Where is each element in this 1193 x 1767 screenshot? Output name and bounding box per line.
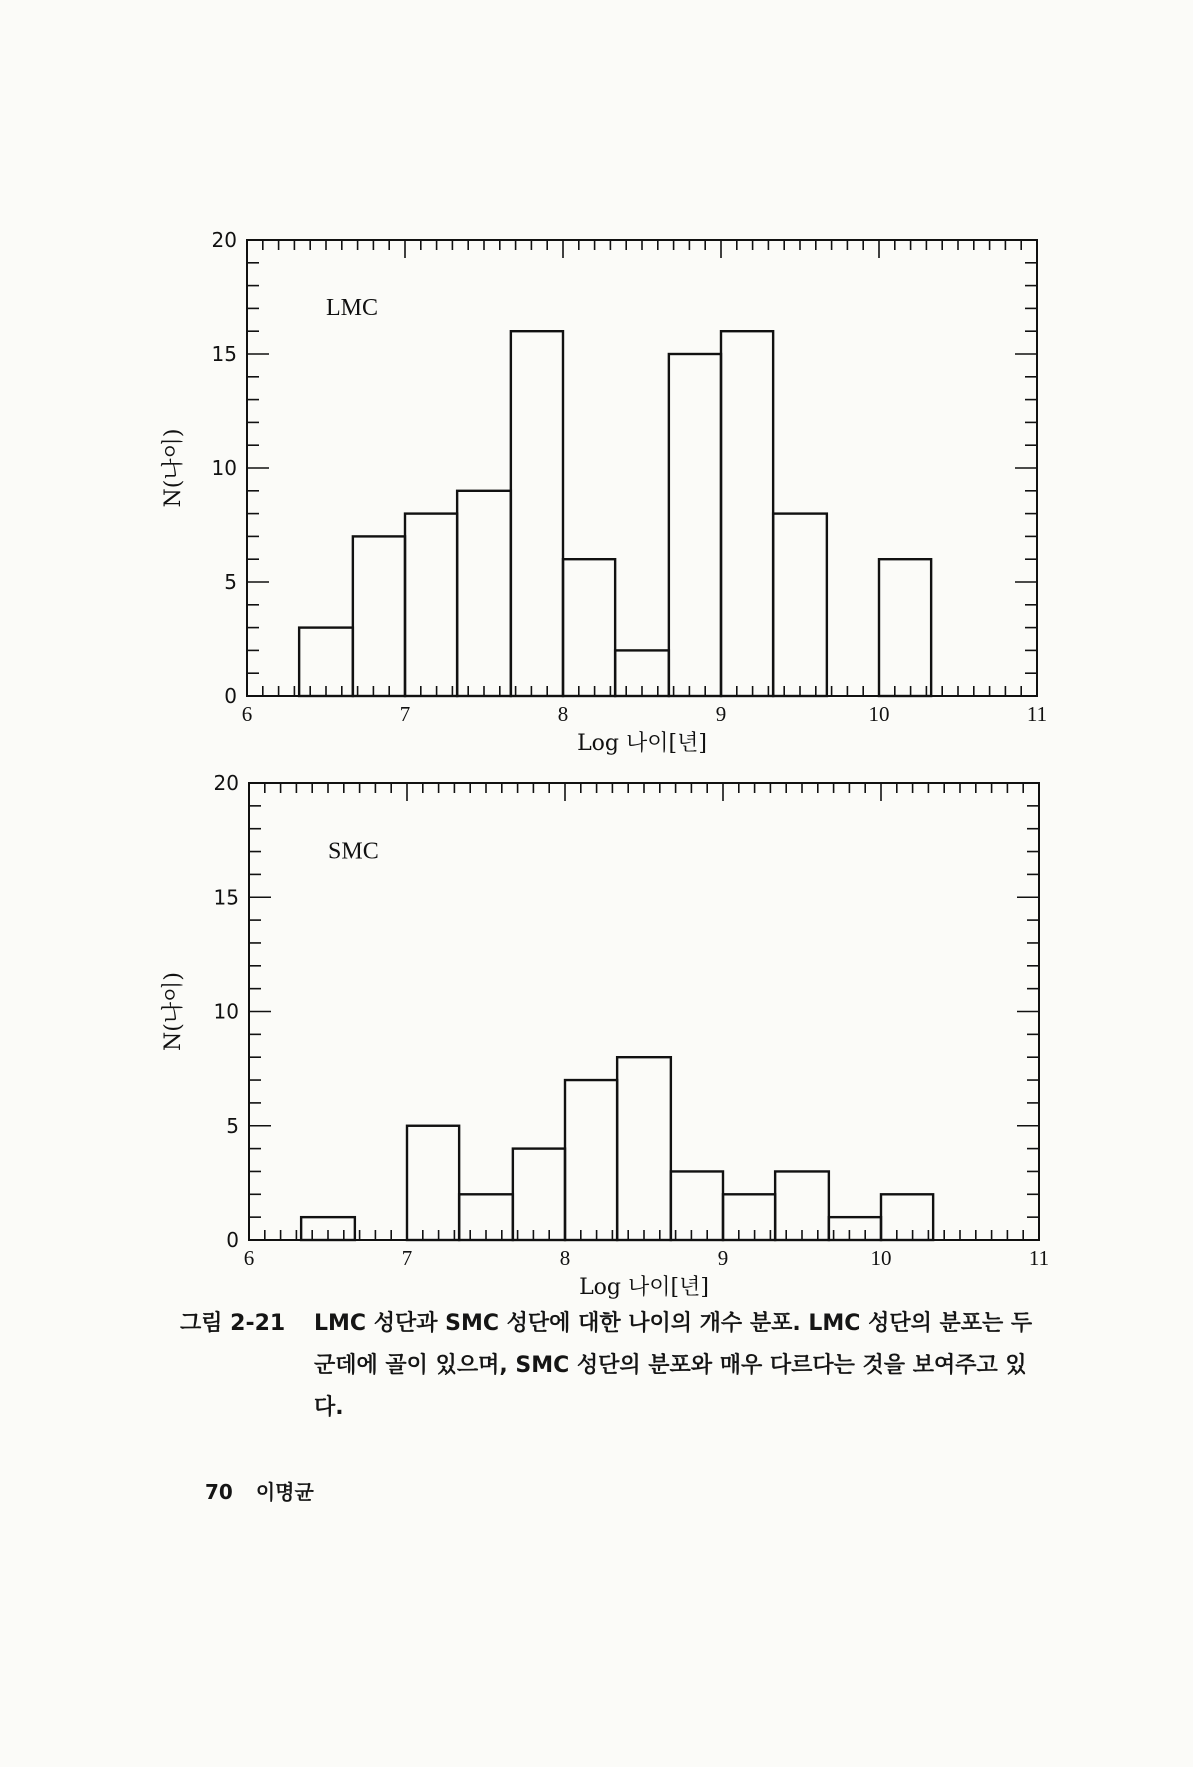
histogram-bar <box>457 491 511 696</box>
chart-panel-lmc <box>161 228 1047 756</box>
y-tick-label: 10 <box>211 456 237 480</box>
histogram-bar <box>671 1171 723 1240</box>
x-axis-title: Log 나이[년] <box>577 731 707 756</box>
caption-label: 그림 2-21 <box>180 1311 286 1336</box>
y-axis-title: N(나이) <box>161 972 186 1051</box>
x-tick-label: 10 <box>868 702 890 726</box>
y-tick-label: 10 <box>213 999 239 1024</box>
histogram-bar <box>407 1126 459 1240</box>
histogram-bar <box>775 1171 829 1240</box>
histogram-bar <box>513 1149 565 1240</box>
y-tick-label: 15 <box>211 342 237 366</box>
x-tick-label: 7 <box>399 702 411 726</box>
y-tick-label: 5 <box>226 1113 239 1138</box>
x-tick-label: 10 <box>870 1246 892 1270</box>
x-tick-label: 6 <box>243 1246 255 1270</box>
y-tick-label: 0 <box>224 684 237 708</box>
histogram-bar <box>669 354 721 696</box>
y-tick-label: 20 <box>213 771 239 795</box>
y-axis-title: N(나이) <box>161 428 186 508</box>
histogram-bar <box>721 331 773 696</box>
histogram-bar <box>617 1057 671 1240</box>
x-tick-label: 11 <box>1026 702 1048 726</box>
y-tick-label: 5 <box>224 570 237 594</box>
x-tick-label: 9 <box>715 702 727 726</box>
x-axis-title: Log 나이[년] <box>579 1275 709 1300</box>
x-tick-label: 11 <box>1028 1246 1050 1270</box>
histogram-bar <box>879 559 931 696</box>
x-tick-label: 8 <box>557 702 569 726</box>
x-tick-label: 6 <box>241 702 253 726</box>
x-tick-label: 7 <box>401 1246 413 1270</box>
histogram-bar <box>773 514 827 696</box>
histogram-bar <box>565 1080 617 1240</box>
histogram-bar <box>511 331 563 696</box>
histogram-bar <box>563 559 615 696</box>
y-tick-label: 0 <box>226 1228 239 1252</box>
panel-label: SMC <box>328 838 379 865</box>
histogram-bar <box>723 1194 775 1240</box>
x-tick-label: 8 <box>559 1246 571 1270</box>
histogram-bar <box>829 1217 881 1240</box>
x-tick-label: 9 <box>717 1246 729 1270</box>
page-number: 70 <box>205 1480 233 1504</box>
histogram-bar <box>405 514 457 696</box>
histogram-bar <box>881 1194 933 1240</box>
page-footer <box>205 1476 330 1505</box>
caption-text: LMC 성단과 SMC 성단에 대한 나이의 개수 분포. LMC 성단의 분포는 두 군데에 골이 있으며, SMC 성단의 분포와 매우 다르다는 것을 보여주고 있다. <box>314 1311 1033 1420</box>
panel-label: LMC <box>326 295 379 322</box>
y-tick-label: 15 <box>213 885 239 910</box>
chart-panel-smc <box>161 771 1049 1300</box>
author-name: 이명균 <box>255 1480 314 1504</box>
histogram-bar <box>299 628 353 696</box>
y-tick-label: 20 <box>211 228 237 252</box>
histogram-bar <box>353 536 405 696</box>
